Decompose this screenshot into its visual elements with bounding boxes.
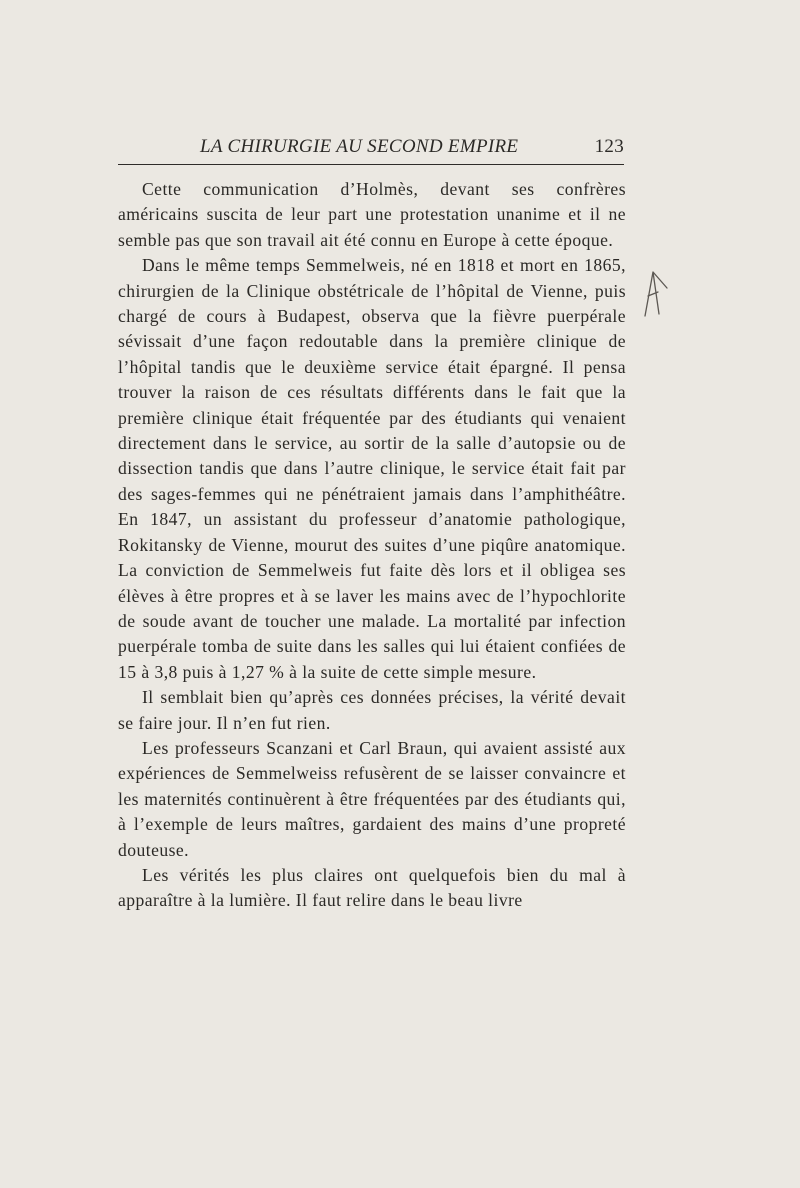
- paragraph-2: Dans le même temps Semmelweis, né en 1818 et mort en 1865, chirurgien de la Clinique obstétricale de l’hôpital de Vienne, puis chargé de cours à Budapest, observa que la fièvre puerpérale sévissait d’une façon redoutable dans la première clinique de l’hôpital tandis que le deuxième service était épargné. Il pensa trouver la raison de ces résultats différents dans le fait que la première clinique était fréquentée par des étudiants qui venaient directement dans le service, au sortir de la salle d’autopsie ou de dissection tandis que dans l’autre clinique, le service était fait par des sages-femmes qui ne pénétraient jamais dans l’amphithéâtre. En 1847, un assistant du professeur d’anatomie pathologique, Rokitansky de Vienne, mourut des suites d’une piqûre anatomique. La conviction de Semmelweis fut faite dès lors et il obligea ses élèves à être propres et à se laver les mains avec de l’hypochlorite de soude avant de toucher une malade. La mortalité par infection puerpérale tomba de suite dans les salles qui lui étaient confiées de 15 à 3,8 puis à 1,27 % à la suite de cette simple mesure.: [118, 255, 626, 682]
- paragraph-5: Les vérités les plus claires ont quelquefois bien du mal à apparaître à la lumière. Il faut relire dans le beau livre: [118, 864, 626, 911]
- paragraph-4: Les professeurs Scanzani et Carl Braun, qui avaient assisté aux expériences de Semmelweiss refusèrent de se laisser convaincre et les maternités continuèrent à être fréquentées par des étudiants qui, à l’exemple de leurs maîtres, gardaient des mains d’une propreté douteuse.: [118, 737, 626, 860]
- paragraph-3: Il semblait bien qu’après ces données précises, la vérité devait se faire jour. Il n’en fut rien.: [118, 687, 626, 733]
- pencil-margin-mark-icon: [641, 266, 671, 318]
- body-text: [118, 177, 626, 914]
- page-number: 123: [594, 136, 624, 157]
- running-title: LA CHIRURGIE AU SECOND EMPIRE: [200, 136, 519, 157]
- header-rule: [118, 164, 624, 165]
- running-head: [118, 136, 624, 164]
- paragraph-1: Cette communication d’Holmès, devant ses confrères américains suscita de leur part une protestation unanime et il ne semble pas que son travail ait été connu en Europe à cette époque.: [118, 179, 626, 250]
